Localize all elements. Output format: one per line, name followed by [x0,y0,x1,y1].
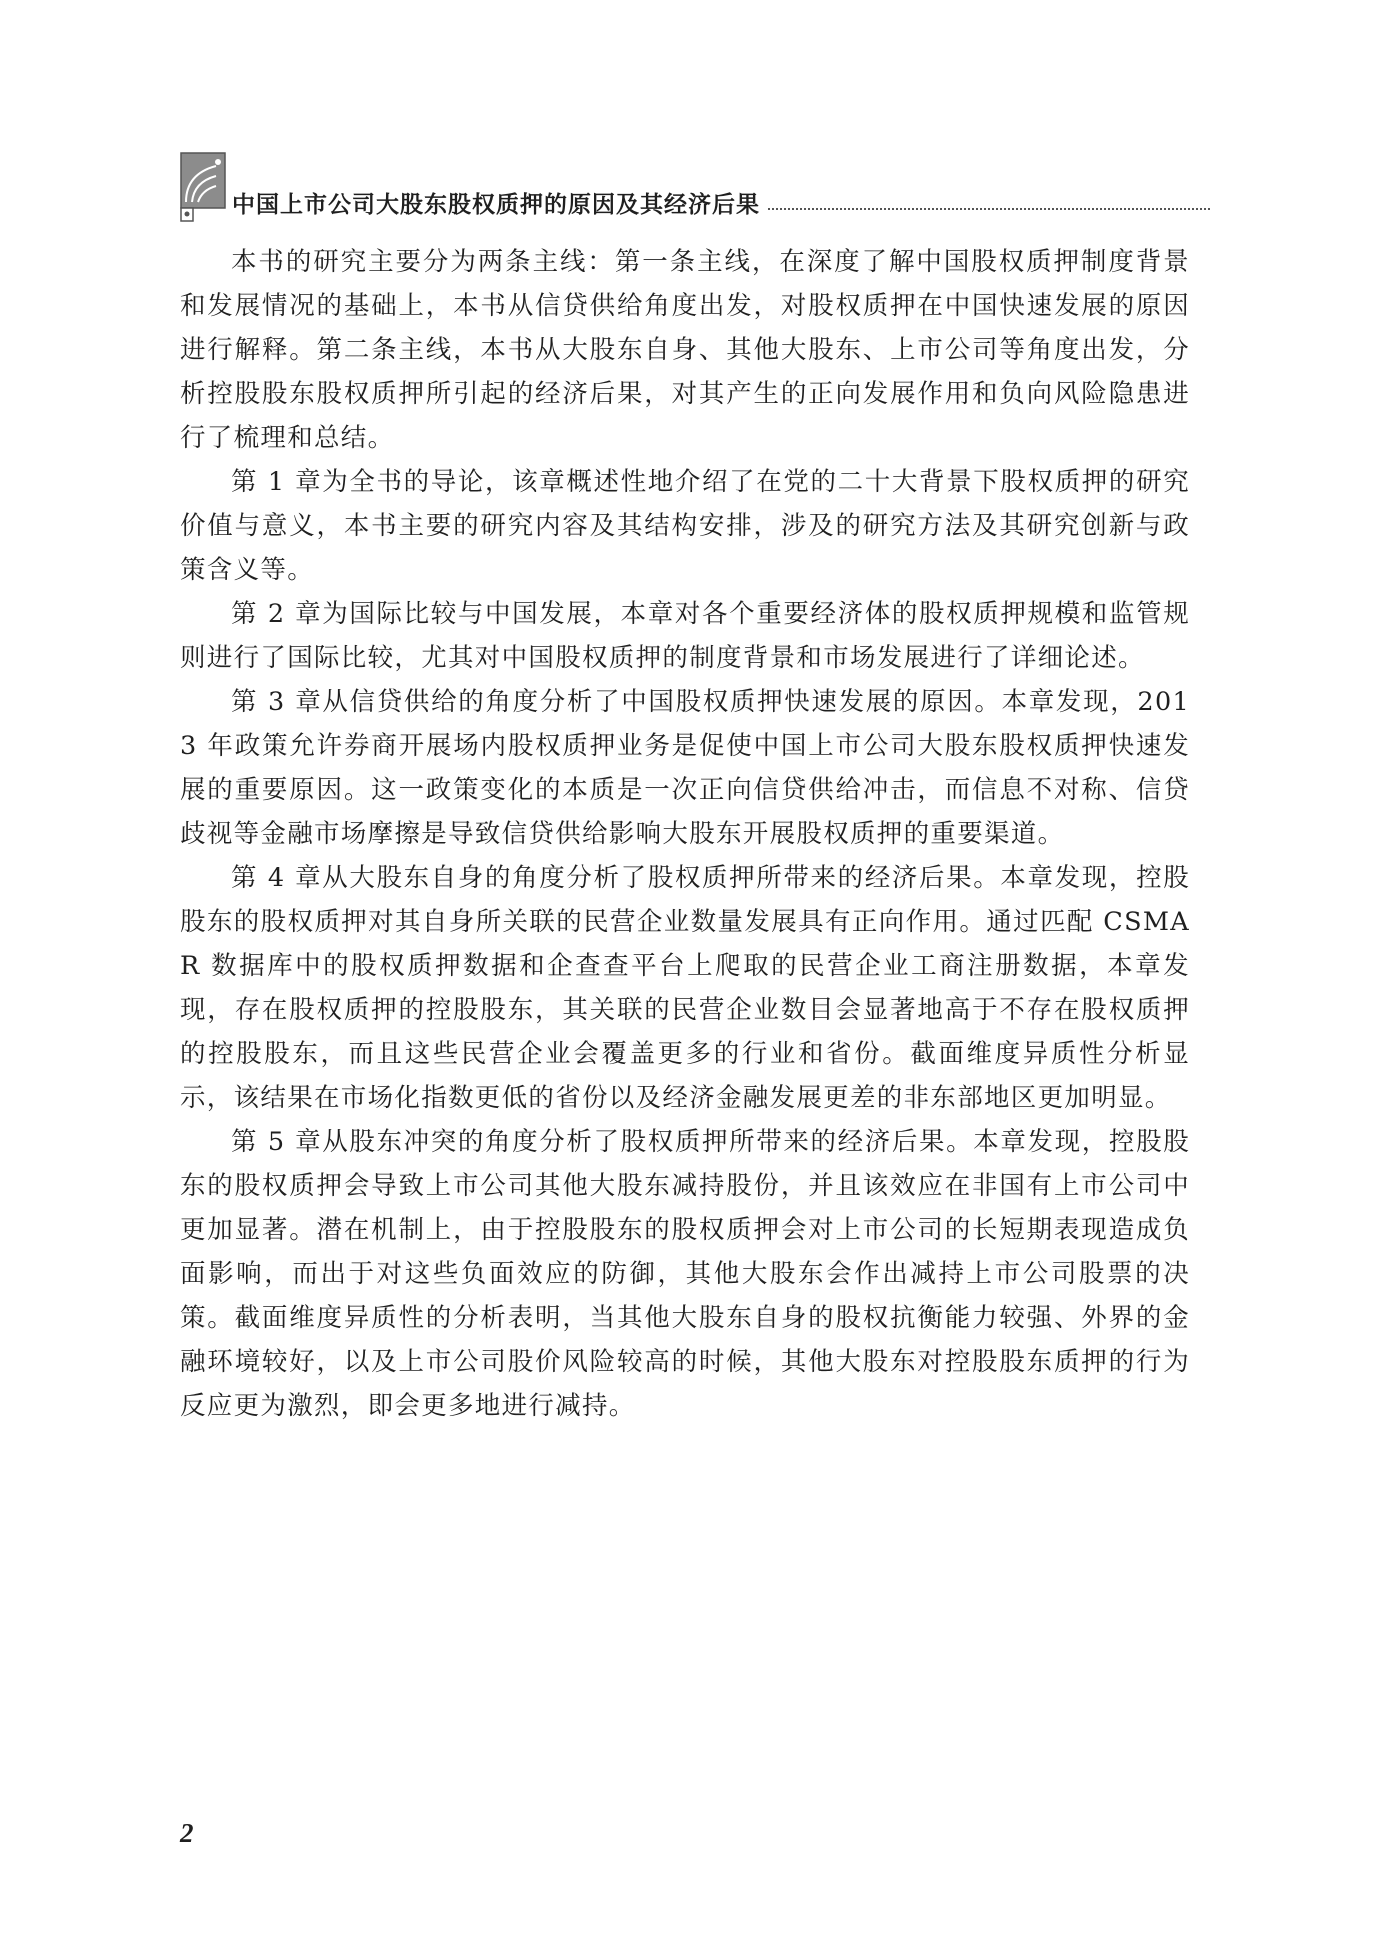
paragraph-chapter-1: 第 1 章为全书的导论，该章概述性地介绍了在党的二十大背景下股权质押的研究价值与意义，本书主要的研究内容及其结构安排，涉及的研究方法及其研究创新与政策含义等。 [180,467,1190,585]
body-text [180,240,1190,1428]
paragraph-chapter-2: 第 2 章为国际比较与中国发展，本章对各个重要经济体的股权质押规模和监管规则进行了国际比较，尤其对中国股权质押的制度背景和市场发展进行了详细论述。 [180,599,1190,673]
running-header [180,152,1210,222]
paragraph-chapter-4: 第 4 章从大股东自身的角度分析了股权质押所带来的经济后果。本章发现，控股股东的股权质押对其自身所关联的民营企业数量发展具有正向作用。通过匹配 CSMAR 数据库中的股权质押数据和企查查平台上爬取的民营企业工商注册数据，本章发现，存在股权质押的控股股东，其关联的民营企业数目会显著地高于不存在股权质押的控股股东，而且这些民营企业会覆盖更多的行业和省份。截面维度异质性分析显示，该结果在市场化指数更低的省份以及经济金融发展更差的非东部地区更加明显。 [180,863,1190,1113]
book-logo-icon [180,152,232,222]
page-number: 2 [180,1818,194,1848]
paragraph-chapter-3: 第 3 章从信贷供给的角度分析了中国股权质押快速发展的原因。本章发现，2013 年政策允许券商开展场内股权质押业务是促使中国上市公司大股东股权质押快速发展的重要原因。这一政策变化的本质是一次正向信贷供给冲击，而信息不对称、信贷歧视等金融市场摩擦是导致信贷供给影响大股东开展股权质押的重要渠道。 [180,687,1190,849]
running-header-title: 中国上市公司大股东股权质押的原因及其经济后果 [232,194,766,217]
paragraph-overview: 本书的研究主要分为两条主线：第一条主线，在深度了解中国股权质押制度背景和发展情况的基础上，本书从信贷供给角度出发，对股权质押在中国快速发展的原因进行解释。第二条主线，本书从大股东自身、其他大股东、上市公司等角度出发，分析控股股东股权质押所引起的经济后果，对其产生的正向发展作用和负向风险隐患进行了梳理和总结。 [180,247,1190,453]
paragraph-chapter-5: 第 5 章从股东冲突的角度分析了股权质押所带来的经济后果。本章发现，控股股东的股权质押会导致上市公司其他大股东减持股份，并且该效应在非国有上市公司中更加显著。潜在机制上，由于控股股东的股权质押会对上市公司的长短期表现造成负面影响，而出于对这些负面效应的防御，其他大股东会作出减持上市公司股票的决策。截面维度异质性的分析表明，当其他大股东自身的股权抗衡能力较强、外界的金融环境较好，以及上市公司股价风险较高的时候，其他大股东对控股股东质押的行为反应更为激烈，即会更多地进行减持。 [180,1127,1190,1421]
